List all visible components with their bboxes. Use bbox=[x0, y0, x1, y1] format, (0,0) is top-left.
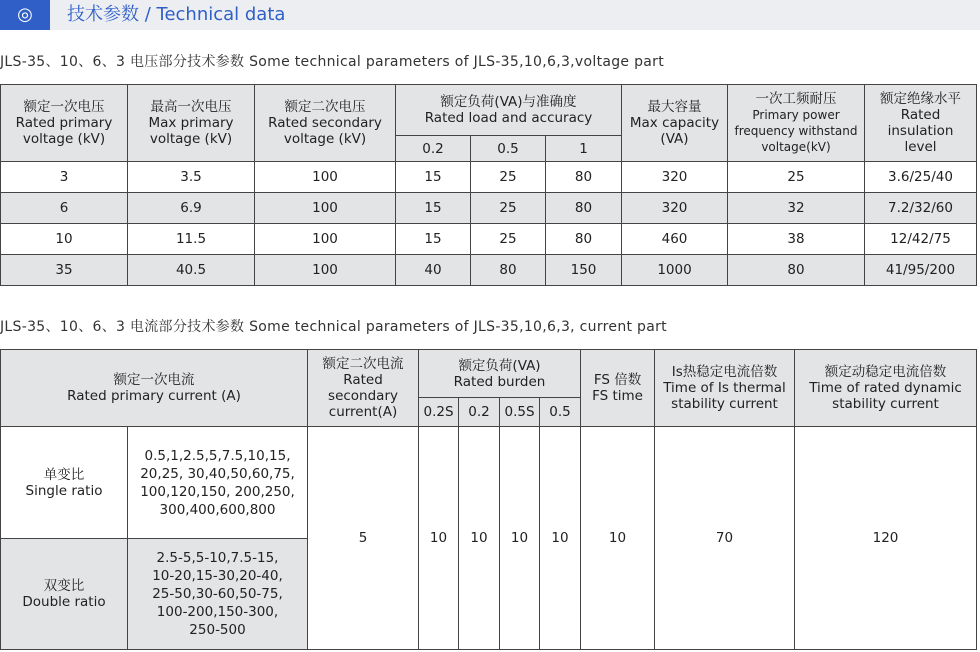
table-cell: 7.2/32/60 bbox=[865, 193, 977, 224]
table-cell: 3 bbox=[1, 162, 128, 193]
current-header-rated-primary: 额定一次电流 Rated primary current (A) bbox=[1, 350, 308, 427]
table-row bbox=[1, 255, 977, 286]
burden-class-cell: 0.5 bbox=[540, 398, 581, 427]
table-cell: 1000 bbox=[622, 255, 728, 286]
voltage-header-rated-primary: 额定一次电压 Rated primary voltage (kV) bbox=[1, 85, 128, 162]
table-cell: 25 bbox=[471, 224, 546, 255]
table-cell: 25 bbox=[471, 193, 546, 224]
section-header bbox=[0, 0, 980, 30]
table-cell: 150 bbox=[546, 255, 622, 286]
table-cell: 15 bbox=[396, 193, 471, 224]
voltage-header-insulation: 额定绝缘水平 Rated insulation level bbox=[865, 85, 977, 162]
table-cell: 100 bbox=[255, 255, 396, 286]
current-header-thermal: Is热稳定电流倍数 Time of Is thermal stability current bbox=[655, 350, 795, 427]
table-cell: 40.5 bbox=[128, 255, 255, 286]
table-cell: 12/42/75 bbox=[865, 224, 977, 255]
table-row bbox=[1, 162, 977, 193]
table-cell: 40 bbox=[396, 255, 471, 286]
table-cell: 25 bbox=[728, 162, 865, 193]
table-cell: 38 bbox=[728, 224, 865, 255]
section-title: 技术参数 / Technical data bbox=[67, 4, 286, 25]
single-ratio-label: 单变比 Single ratio bbox=[1, 427, 128, 539]
current-caption: JLS-35、10、6、3 电流部分技术参数 Some technical parameters of JLS-35,10,6,3, current part bbox=[0, 319, 667, 335]
voltage-header-max-capacity: 最大容量 Max capacity (VA) bbox=[622, 85, 728, 162]
table-cell: 35 bbox=[1, 255, 128, 286]
table-cell: 80 bbox=[471, 255, 546, 286]
target-icon: ◎ bbox=[0, 0, 50, 30]
load-class-cell: 0.2 bbox=[396, 136, 471, 162]
table-cell: 80 bbox=[728, 255, 865, 286]
current-header-row bbox=[1, 350, 977, 398]
table-cell: 6.9 bbox=[128, 193, 255, 224]
table-cell: 15 bbox=[396, 162, 471, 193]
single-ratio-values: 0.5,1,2.5,5,7.5,10,15, 20,25, 30,40,50,60,75, 100,120,150, 200,250, 300,400,600,800 bbox=[128, 427, 308, 539]
burden-class-cell: 0.2S bbox=[419, 398, 459, 427]
burden-class-cell: 0.5S bbox=[500, 398, 540, 427]
voltage-header-row bbox=[1, 85, 977, 136]
dynamic-value: 120 bbox=[795, 427, 977, 650]
table-cell: 3.5 bbox=[128, 162, 255, 193]
voltage-header-withstand: 一次工频耐压 Primary power frequency withstand voltage(kV) bbox=[728, 85, 865, 162]
current-header-fs: FS 倍数 FS time bbox=[581, 350, 655, 427]
burden-value: 10 bbox=[540, 427, 581, 650]
current-header-rated-secondary: 额定二次电流 Rated secondary current(A) bbox=[308, 350, 419, 427]
current-header-dynamic: 额定动稳定电流倍数 Time of rated dynamic stability current bbox=[795, 350, 977, 427]
table-cell: 100 bbox=[255, 193, 396, 224]
thermal-value: 70 bbox=[655, 427, 795, 650]
table-cell: 320 bbox=[622, 162, 728, 193]
table-cell: 3.6/25/40 bbox=[865, 162, 977, 193]
burden-value: 10 bbox=[459, 427, 500, 650]
table-row bbox=[1, 193, 977, 224]
burden-value: 10 bbox=[500, 427, 540, 650]
table-cell: 11.5 bbox=[128, 224, 255, 255]
table-cell: 320 bbox=[622, 193, 728, 224]
burden-value: 10 bbox=[419, 427, 459, 650]
table-cell: 6 bbox=[1, 193, 128, 224]
table-cell: 80 bbox=[546, 224, 622, 255]
load-class-cell: 0.5 bbox=[471, 136, 546, 162]
voltage-caption: JLS-35、10、6、3 电压部分技术参数 Some technical parameters of JLS-35,10,6,3,voltage part bbox=[0, 54, 664, 70]
voltage-header-max-primary: 最高一次电压 Max primary voltage (kV) bbox=[128, 85, 255, 162]
table-row bbox=[1, 427, 977, 539]
voltage-header-rated-secondary: 额定二次电压 Rated secondary voltage (kV) bbox=[255, 85, 396, 162]
table-cell: 32 bbox=[728, 193, 865, 224]
table-cell: 460 bbox=[622, 224, 728, 255]
table-cell: 80 bbox=[546, 193, 622, 224]
rated-secondary-value: 5 bbox=[308, 427, 419, 650]
table-cell: 10 bbox=[1, 224, 128, 255]
table-cell: 41/95/200 bbox=[865, 255, 977, 286]
burden-class-cell: 0.2 bbox=[459, 398, 500, 427]
current-table bbox=[0, 349, 977, 650]
table-row bbox=[1, 224, 977, 255]
double-ratio-label: 双变比 Double ratio bbox=[1, 539, 128, 650]
table-cell: 15 bbox=[396, 224, 471, 255]
table-cell: 100 bbox=[255, 224, 396, 255]
voltage-header-rated-load: 额定负荷(VA)与准确度 Rated load and accuracy bbox=[396, 85, 622, 136]
current-header-rated-burden: 额定负荷(VA) Rated burden bbox=[419, 350, 581, 398]
fs-value: 10 bbox=[581, 427, 655, 650]
voltage-table bbox=[0, 84, 977, 286]
table-cell: 80 bbox=[546, 162, 622, 193]
table-cell: 100 bbox=[255, 162, 396, 193]
table-cell: 25 bbox=[471, 162, 546, 193]
double-ratio-values: 2.5-5,5-10,7.5-15, 10-20,15-30,20-40, 25-50,30-60,50-75, 100-200,150-300, 250-500 bbox=[128, 539, 308, 650]
load-class-cell: 1 bbox=[546, 136, 622, 162]
